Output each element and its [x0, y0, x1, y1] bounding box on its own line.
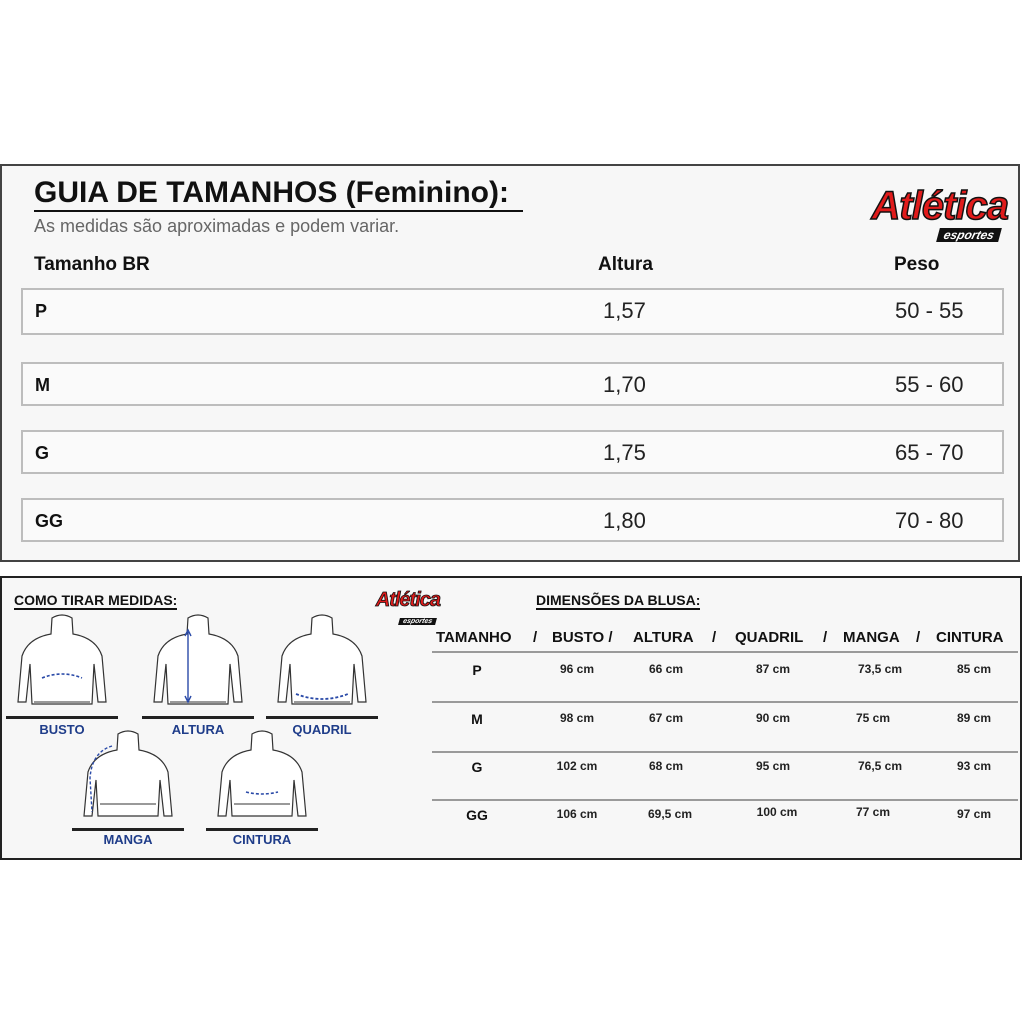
dimensions-title: DIMENSÕES DA BLUSA: — [536, 592, 701, 608]
dim-altura: 66 cm — [648, 662, 684, 676]
col-sep: / — [916, 629, 921, 646]
label-quadril: QUADRIL — [292, 722, 352, 737]
dim-busto: 102 cm — [556, 759, 598, 773]
row-size: G — [35, 443, 50, 463]
header-size: Tamanho BR — [34, 254, 150, 275]
dim-cintura: 93 cm — [956, 759, 992, 773]
row-weight: 65 - 70 — [895, 440, 964, 465]
row-size: P — [35, 301, 48, 321]
dim-manga: 76,5 cm — [857, 759, 903, 773]
brand-logo-small: Atlética esportes — [375, 589, 440, 625]
row-height: 1,57 — [603, 298, 646, 323]
dim-manga: 73,5 cm — [857, 662, 903, 676]
dim-quadril: 90 cm — [755, 711, 791, 725]
dim-size: M — [471, 711, 483, 727]
figure-busto — [6, 612, 118, 737]
col-cintura: CINTURA — [936, 629, 1004, 646]
dim-quadril: 100 cm — [756, 805, 798, 819]
torso-busto-icon — [6, 612, 118, 720]
measurements-panel — [0, 576, 1022, 860]
row-weight: 70 - 80 — [895, 508, 964, 533]
table-divider — [432, 751, 1018, 753]
row-size: M — [35, 375, 50, 395]
dim-busto: 96 cm — [559, 662, 595, 676]
label-busto: BUSTO — [39, 722, 85, 737]
dim-size: GG — [466, 807, 488, 823]
torso-manga-icon — [72, 728, 184, 834]
col-busto: BUSTO / — [552, 629, 613, 646]
dim-cintura: 89 cm — [956, 711, 992, 725]
size-row — [21, 362, 1004, 406]
dim-altura: 68 cm — [648, 759, 684, 773]
size-row — [21, 430, 1004, 474]
figure-manga — [72, 728, 184, 847]
header-height: Altura — [598, 254, 653, 275]
table-divider — [432, 701, 1018, 703]
size-row — [21, 498, 1004, 542]
dim-manga: 75 cm — [855, 711, 891, 725]
row-weight: 55 - 60 — [895, 372, 964, 397]
torso-cintura-icon — [206, 728, 318, 834]
col-sep: / — [533, 629, 538, 646]
figure-quadril — [266, 612, 378, 737]
label-altura: ALTURA — [171, 722, 225, 737]
col-altura: ALTURA — [633, 629, 694, 646]
torso-altura-icon — [142, 612, 254, 720]
dim-quadril: 87 cm — [755, 662, 791, 676]
table-divider — [432, 651, 1018, 653]
row-size: GG — [35, 511, 64, 531]
dim-cintura: 97 cm — [956, 807, 992, 821]
label-cintura: CINTURA — [232, 832, 292, 847]
dim-quadril: 95 cm — [755, 759, 791, 773]
row-weight: 50 - 55 — [895, 298, 964, 323]
dim-busto: 106 cm — [556, 807, 598, 821]
figure-cintura — [206, 728, 318, 847]
brand-logo: Atlética esportes — [871, 184, 1008, 242]
label-manga: MANGA — [103, 832, 153, 847]
col-quadril: QUADRIL — [735, 629, 804, 646]
size-row — [21, 288, 1004, 335]
dim-manga: 77 cm — [855, 805, 891, 819]
how-to-measure-title: COMO TIRAR MEDIDAS: — [14, 592, 178, 608]
page-title: GUIA DE TAMANHOS (Feminino): — [34, 176, 523, 212]
dim-cintura: 85 cm — [956, 662, 992, 676]
dim-size: G — [471, 759, 483, 775]
row-height: 1,80 — [603, 508, 646, 533]
dim-busto: 98 cm — [559, 711, 595, 725]
col-manga: MANGA — [843, 629, 900, 646]
col-tamanho: TAMANHO — [436, 629, 512, 646]
size-guide-panel — [0, 164, 1020, 562]
table-divider — [432, 799, 1018, 801]
dim-altura: 69,5 cm — [647, 807, 693, 821]
torso-quadril-icon — [266, 612, 378, 720]
header-weight: Peso — [894, 254, 940, 275]
dim-altura: 67 cm — [648, 711, 684, 725]
dim-size: P — [472, 662, 482, 678]
col-sep: / — [823, 629, 828, 646]
figure-altura — [142, 612, 254, 737]
row-height: 1,75 — [603, 440, 646, 465]
col-sep: / — [712, 629, 717, 646]
row-height: 1,70 — [603, 372, 646, 397]
subtitle: As medidas são aproximadas e podem variar. — [34, 216, 400, 236]
